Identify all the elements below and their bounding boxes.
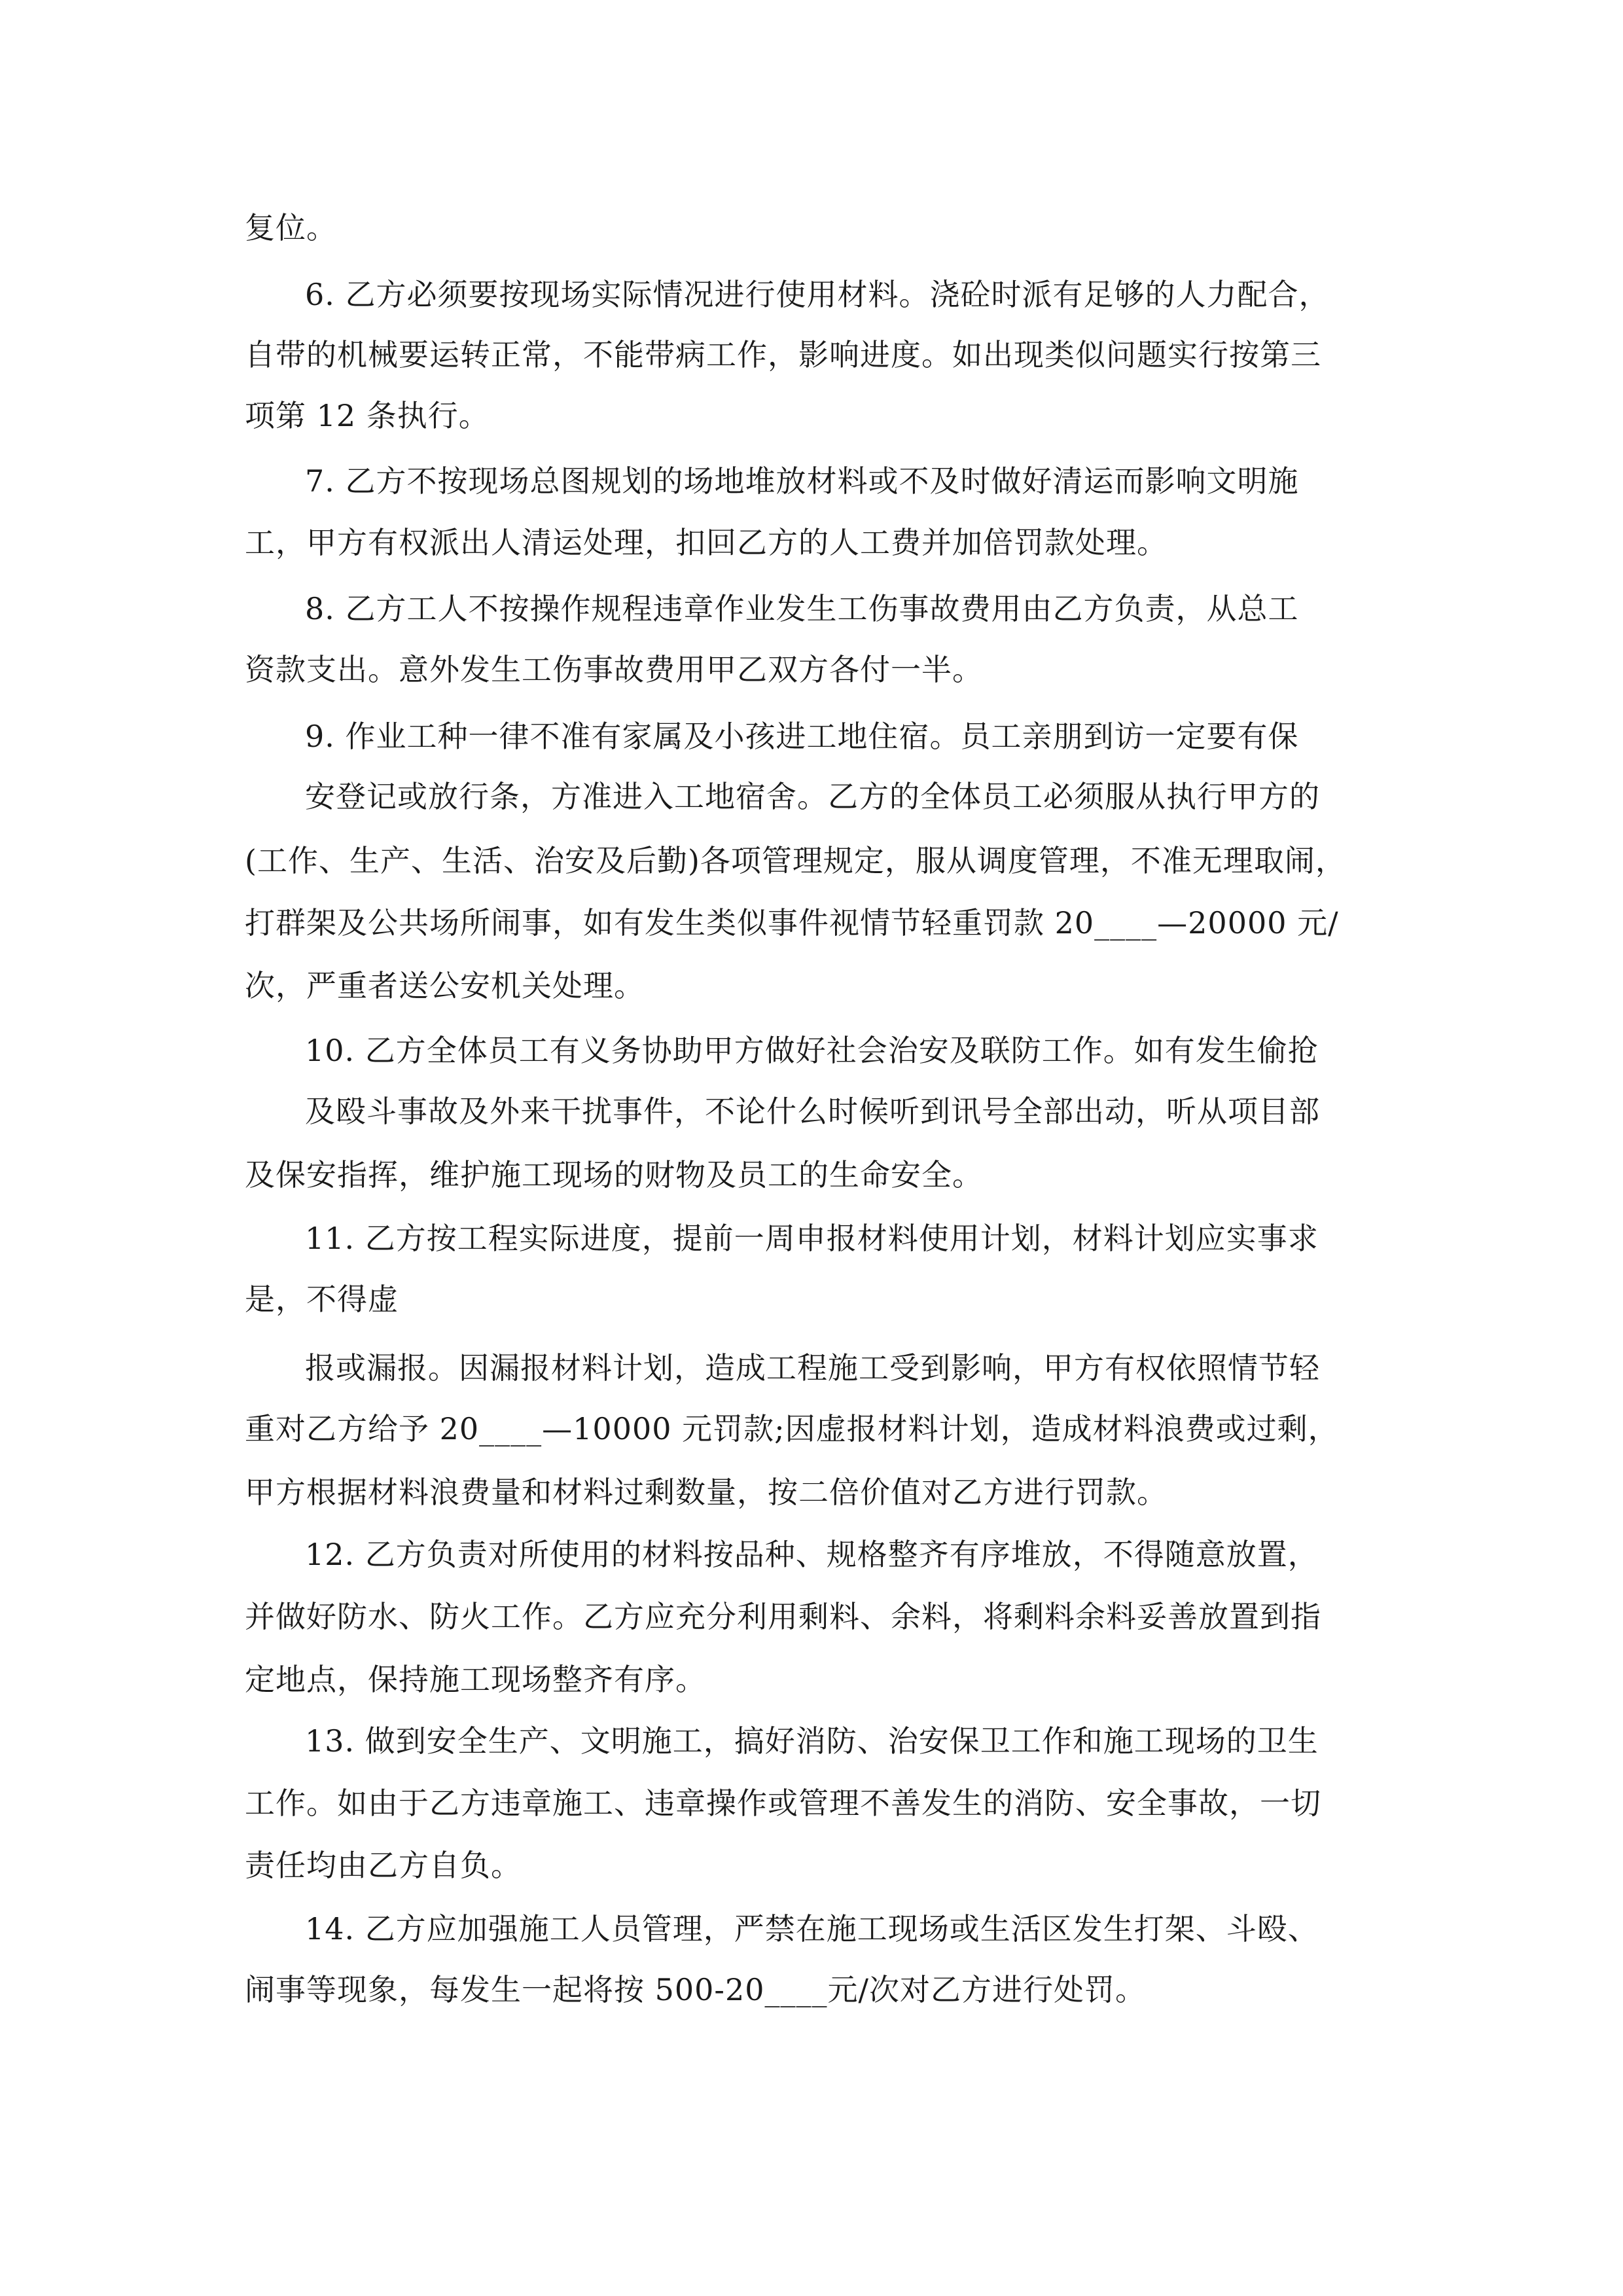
text-line: 报或漏报。因漏报材料计划，造成工程施工受到影响，甲方有权依照情节轻: [305, 1350, 1320, 1386]
text-line: 甲方根据材料浪费量和材料过剩数量，按二倍价值对乙方进行罚款。: [245, 1475, 1168, 1510]
clause-10-line: 10. 乙方全体员工有义务协助甲方做好社会治安及联防工作。如有发生偷抢: [305, 1033, 1319, 1068]
text-line: 打群架及公共场所闹事，如有发生类似事件视情节轻重罚款 20____—20000 元/: [245, 905, 1339, 941]
text-line: 安登记或放行条，方准进入工地宿舍。乙方的全体员工必须服从执行甲方的: [305, 779, 1320, 814]
text-line: 是，不得虚: [245, 1282, 399, 1317]
text-line: 复位。: [245, 210, 337, 245]
text-line: 责任均由乙方自负。: [245, 1848, 522, 1883]
text-line: 及保安指挥，维护施工现场的财物及员工的生命安全。: [245, 1157, 983, 1193]
text-line: 并做好防水、防火工作。乙方应充分利用剩料、余料，将剩料余料妥善放置到指: [245, 1599, 1321, 1634]
text-line: 及殴斗事故及外来干扰事件，不论什么时候听到讯号全部出动，听从项目部: [305, 1094, 1320, 1129]
text-line: 项第 12 条执行。: [245, 398, 490, 433]
text-line: 资款支出。意外发生工伤事故费用甲乙双方各付一半。: [245, 652, 983, 687]
clause-11-line: 11. 乙方按工程实际进度，提前一周申报材料使用计划，材料计划应实事求: [305, 1221, 1319, 1256]
clause-14-line: 14. 乙方应加强施工人员管理，严禁在施工现场或生活区发生打架、斗殴、: [305, 1911, 1319, 1946]
text-line: 工作。如由于乙方违章施工、违章操作或管理不善发生的消防、安全事故，一切: [245, 1785, 1321, 1821]
text-line: 重对乙方给予 20____—10000 元罚款;因虚报材料计划，造成材料浪费或过剩，: [245, 1411, 1339, 1446]
text-line: (工作、生产、生活、治安及后勤)各项管理规定，服从调度管理，不准无理取闹，: [245, 843, 1346, 878]
clause-13-line: 13. 做到安全生产、文明施工，搞好消防、治安保卫工作和施工现场的卫生: [305, 1723, 1319, 1759]
clause-9-line: 9. 作业工种一律不准有家属及小孩进工地住宿。员工亲朋到访一定要有保: [305, 719, 1299, 754]
text-line: 次，严重者送公安机关处理。: [245, 968, 645, 1003]
text-line: 闹事等现象，每发生一起将按 500-20____元/次对乙方进行处罚。: [245, 1972, 1146, 2007]
clause-12-line: 12. 乙方负责对所使用的材料按品种、规格整齐有序堆放，不得随意放置，: [305, 1537, 1319, 1572]
text-line: 定地点，保持施工现场整齐有序。: [245, 1662, 706, 1697]
clause-8-line: 8. 乙方工人不按操作规程违章作业发生工伤事故费用由乙方负责，从总工: [305, 591, 1299, 626]
clause-7-line: 7. 乙方不按现场总图规划的场地堆放材料或不及时做好清运而影响文明施: [305, 463, 1299, 499]
clause-6-line: 6. 乙方必须要按现场实际情况进行使用材料。浇砼时派有足够的人力配合，: [305, 277, 1330, 312]
text-line: 自带的机械要运转正常，不能带病工作，影响进度。如出现类似问题实行按第三: [245, 337, 1321, 372]
text-line: 工，甲方有权派出人清运处理，扣回乙方的人工费并加倍罚款处理。: [245, 525, 1168, 560]
